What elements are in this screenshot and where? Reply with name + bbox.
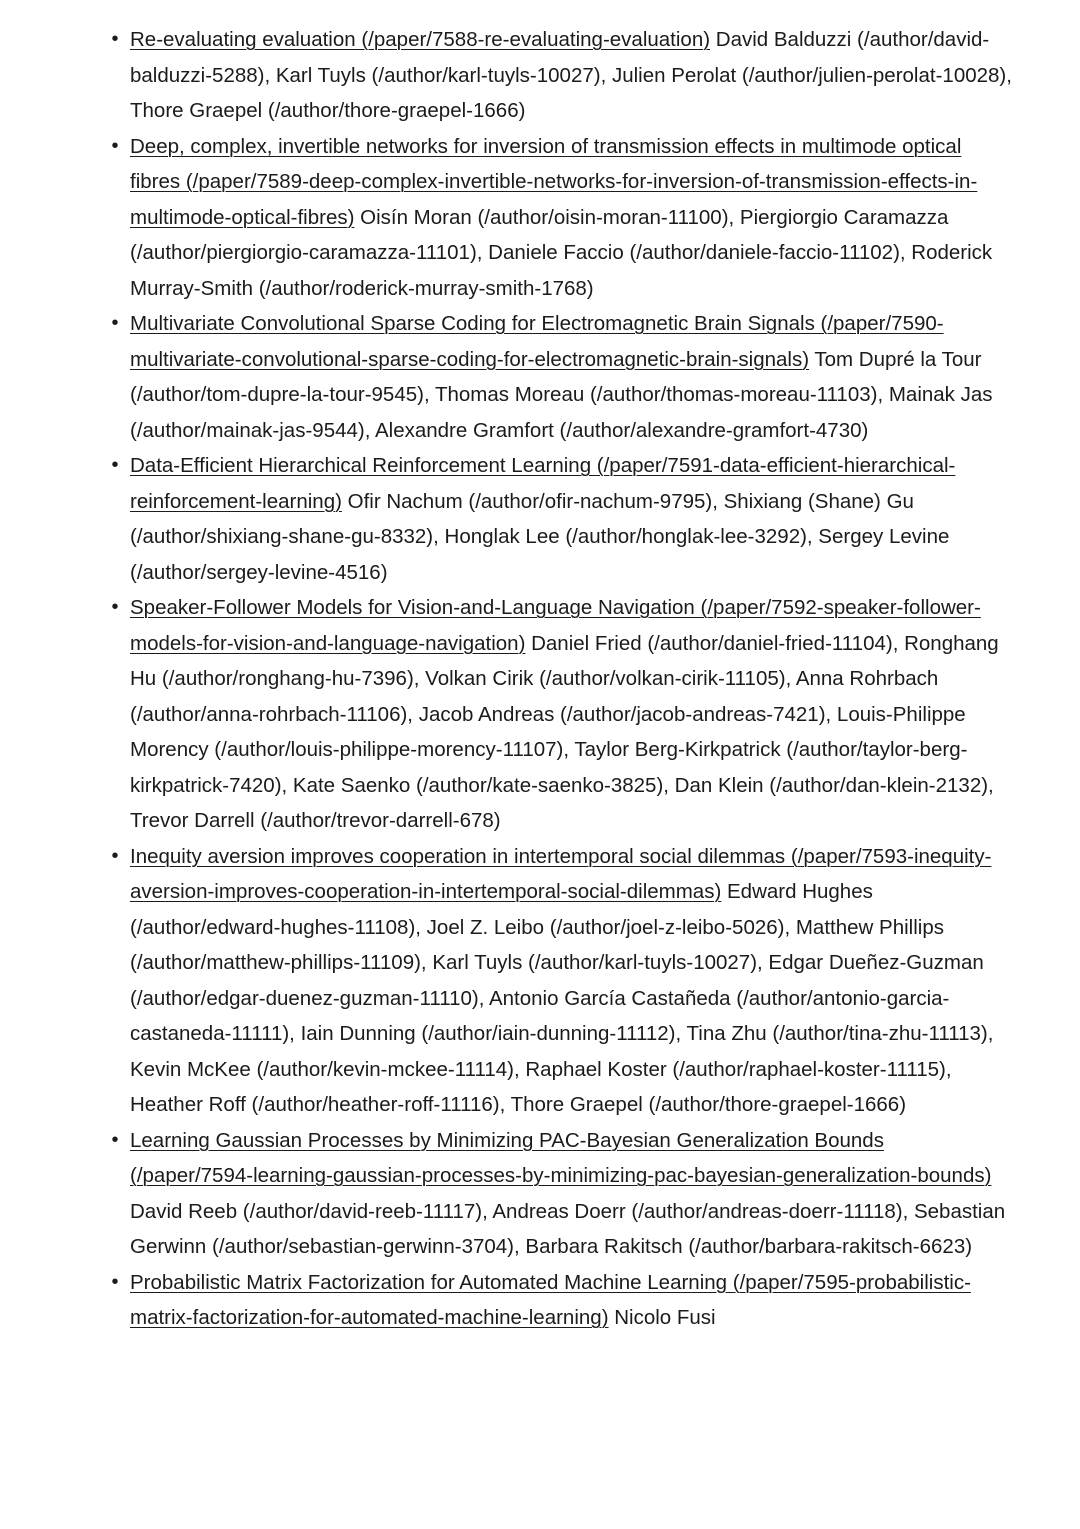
paper-list (108, 22, 1012, 1336)
paper-item (111, 22, 1012, 129)
paper-title-link[interactable]: Data-Efficient Hierarchical Reinforcement Learning (/paper/7591-data-efficient-hierarchical-reinforcement-learning) (130, 454, 956, 513)
paper-authors: Nicolo Fusi (608, 1306, 716, 1329)
paper-title-link[interactable]: Multivariate Convolutional Sparse Coding for Electromagnetic Brain Signals (/paper/7590-multivariate-convolutional-sparse-coding-for-electromagnetic-brain-signals) (130, 312, 944, 371)
paper-authors: Edward Hughes (/author/edward-hughes-11108), Joel Z. Leibo (/author/joel-z-leibo-5026), Matthew Phillips (/author/matthew-phillips-11109), Karl Tuyls (/author/karl-tuyls-10027), Edgar Dueñez-Guzman (/author/edgar-duenez-guzman-11110), Antonio García Castañeda (/author/antonio-garcia-castaneda-11111), Iain Dunning (/author/iain-dunning-11112), Tina Zhu (/author/tina-zhu-11113), Kevin McKee (/author/kevin-mckee-11114), Raphael Koster (/author/raphael-koster-11115), Heather Roff (/author/heather-roff-11116), Thore Graepel (/author/thore-graepel-1666) (130, 880, 994, 1116)
paper-authors: Oisín Moran (/author/oisin-moran-11100), Piergiorgio Caramazza (/author/piergiorgio-caramazza-11101), Daniele Faccio (/author/daniele-faccio-11102), Roderick Murray-Smith (/author/roderick-murray-smith-1768) (130, 205, 993, 300)
paper-title-link[interactable]: Speaker-Follower Models for Vision-and-Language Navigation (/paper/7592-speaker-follower-models-for-vision-and-language-navigation) (130, 596, 981, 655)
paper-item (111, 839, 1012, 1123)
paper-title-link[interactable]: Deep, complex, invertible networks for inversion of transmission effects in multimode optical fibres (/paper/7589-deep-complex-invertible-networks-for-inversion-of-transmission-effects-in-multimode-optical-fibres) (130, 134, 978, 229)
paper-authors: Daniel Fried (/author/daniel-fried-11104), Ronghang Hu (/author/ronghang-hu-7396), Volkan Cirik (/author/volkan-cirik-11105), Anna Rohrbach (/author/anna-rohrbach-11106), Jacob Andreas (/author/jacob-andreas-7421), Louis-Philippe Morency (/author/louis-philippe-morency-11107), Taylor Berg-Kirkpatrick (/author/taylor-berg-kirkpatrick-7420), Kate Saenko (/author/kate-saenko-3825), Dan Klein (/author/dan-klein-2132), Trevor Darrell (/author/trevor-darrell-678) (130, 631, 999, 832)
bullet-icon: • (111, 28, 119, 50)
paper-title-link[interactable]: Re-evaluating evaluation (/paper/7588-re-evaluating-evaluation) (130, 28, 711, 51)
paper-item (111, 590, 1012, 839)
bullet-icon: • (111, 1128, 119, 1151)
bullet-icon: • (111, 844, 119, 867)
paper-item (111, 1265, 1012, 1336)
bullet-icon: • (111, 1270, 119, 1293)
paper-authors: Ofir Nachum (/author/ofir-nachum-9795), Shixiang (Shane) Gu (/author/shixiang-shane-gu-8332), Honglak Lee (/author/honglak-lee-3292), Sergey Levine (/author/sergey-levine-4516) (130, 489, 950, 584)
bullet-icon: • (111, 312, 119, 334)
paper-item (111, 306, 1012, 448)
bullet-icon: • (111, 454, 119, 476)
paper-title-link[interactable]: Probabilistic Matrix Factorization for Automated Machine Learning (/paper/7595-probabilistic-matrix-factorization-for-automated-machine-learning) (130, 1270, 971, 1329)
paper-authors: David Balduzzi (/author/david-balduzzi-5288), Karl Tuyls (/author/karl-tuyls-10027), Julien Perolat (/author/julien-perolat-10028), Thore Graepel (/author/thore-graepel-1666) (130, 28, 1012, 122)
paper-authors: David Reeb (/author/david-reeb-11117), Andreas Doerr (/author/andreas-doerr-11118), Sebastian Gerwinn (/author/sebastian-gerwinn-3704), Barbara Rakitsch (/author/barbara-rakitsch-6623) (130, 1199, 1006, 1258)
paper-title-link[interactable]: Inequity aversion improves cooperation in intertemporal social dilemmas (/paper/7593-inequity-aversion-improves-cooperation-in-intertemporal-social-dilemmas) (130, 844, 992, 903)
bullet-icon: • (111, 596, 119, 618)
paper-item (111, 448, 1012, 590)
paper-item (111, 129, 1012, 307)
bullet-icon: • (111, 134, 119, 157)
paper-authors: Tom Dupré la Tour (/author/tom-dupre-la-tour-9545), Thomas Moreau (/author/thomas-moreau-11103), Mainak Jas (/author/mainak-jas-9544), Alexandre Gramfort (/author/alexandre-gramfort-4730) (130, 347, 993, 442)
paper-title-link[interactable]: Learning Gaussian Processes by Minimizing PAC-Bayesian Generalization Bounds (/paper/7594-learning-gaussian-processes-by-minimizing-pac-bayesian-generalization-bounds) (130, 1128, 992, 1187)
paper-item (111, 1123, 1012, 1265)
